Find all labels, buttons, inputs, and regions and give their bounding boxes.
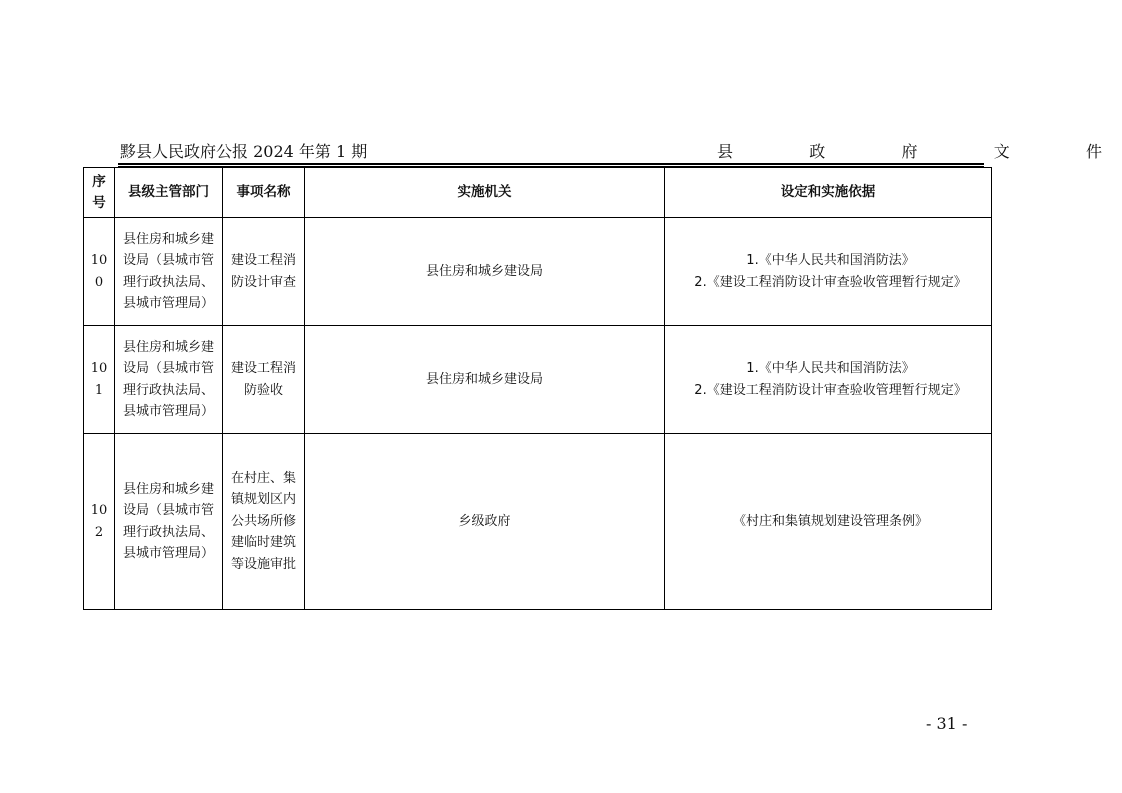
row-seq: 101 (84, 326, 115, 434)
table-row (84, 326, 992, 434)
row-dept: 县住房和城乡建设局（县城市管理行政执法局、县城市管理局） (115, 218, 223, 326)
row-item: 建设工程消防验收 (223, 326, 305, 434)
row-dept: 县住房和城乡建设局（县城市管理行政执法局、县城市管理局） (115, 326, 223, 434)
row-agency: 县住房和城乡建设局 (305, 326, 665, 434)
table-header-row (84, 168, 992, 218)
header-rule-thick (118, 163, 984, 165)
section-char: 文 (993, 142, 1010, 161)
row-basis (665, 434, 992, 610)
row-item: 在村庄、集镇规划区内公共场所修建临时建筑等设施审批 (223, 434, 305, 610)
row-seq: 102 (84, 434, 115, 610)
basis-line: 2.《建设工程消防设计审查验收管理暂行规定》 (694, 274, 967, 290)
basis-line: 2.《建设工程消防设计审查验收管理暂行规定》 (694, 382, 967, 398)
section-char: 县 (717, 142, 734, 161)
approval-items-table (83, 167, 992, 610)
basis-line: 《村庄和集镇规划建设管理条例》 (732, 513, 928, 529)
page-header (120, 141, 1102, 163)
column-header-item: 事项名称 (223, 168, 305, 218)
section-char: 政 (809, 142, 826, 161)
row-agency: 县住房和城乡建设局 (305, 218, 665, 326)
section-char: 件 (1085, 142, 1102, 161)
section-char: 府 (901, 142, 918, 161)
row-dept: 县住房和城乡建设局（县城市管理行政执法局、县城市管理局） (115, 434, 223, 610)
table-row (84, 218, 992, 326)
column-header-basis: 设定和实施依据 (665, 168, 992, 218)
row-item: 建设工程消防设计审查 (223, 218, 305, 326)
row-seq: 100 (84, 218, 115, 326)
page-number: - 31 - (926, 714, 968, 733)
column-header-seq: 序号 (84, 168, 115, 218)
basis-line: 1.《中华人民共和国消防法》 (746, 253, 915, 268)
row-agency: 乡级政府 (305, 434, 665, 610)
column-header-dept: 县级主管部门 (115, 168, 223, 218)
table-row (84, 434, 992, 610)
basis-line: 1.《中华人民共和国消防法》 (746, 361, 915, 376)
row-basis (665, 326, 992, 434)
row-basis (665, 218, 992, 326)
section-title (717, 141, 1102, 163)
column-header-agency: 实施机关 (305, 168, 665, 218)
publication-title: 黟县人民政府公报 2024 年第 1 期 (120, 142, 368, 161)
